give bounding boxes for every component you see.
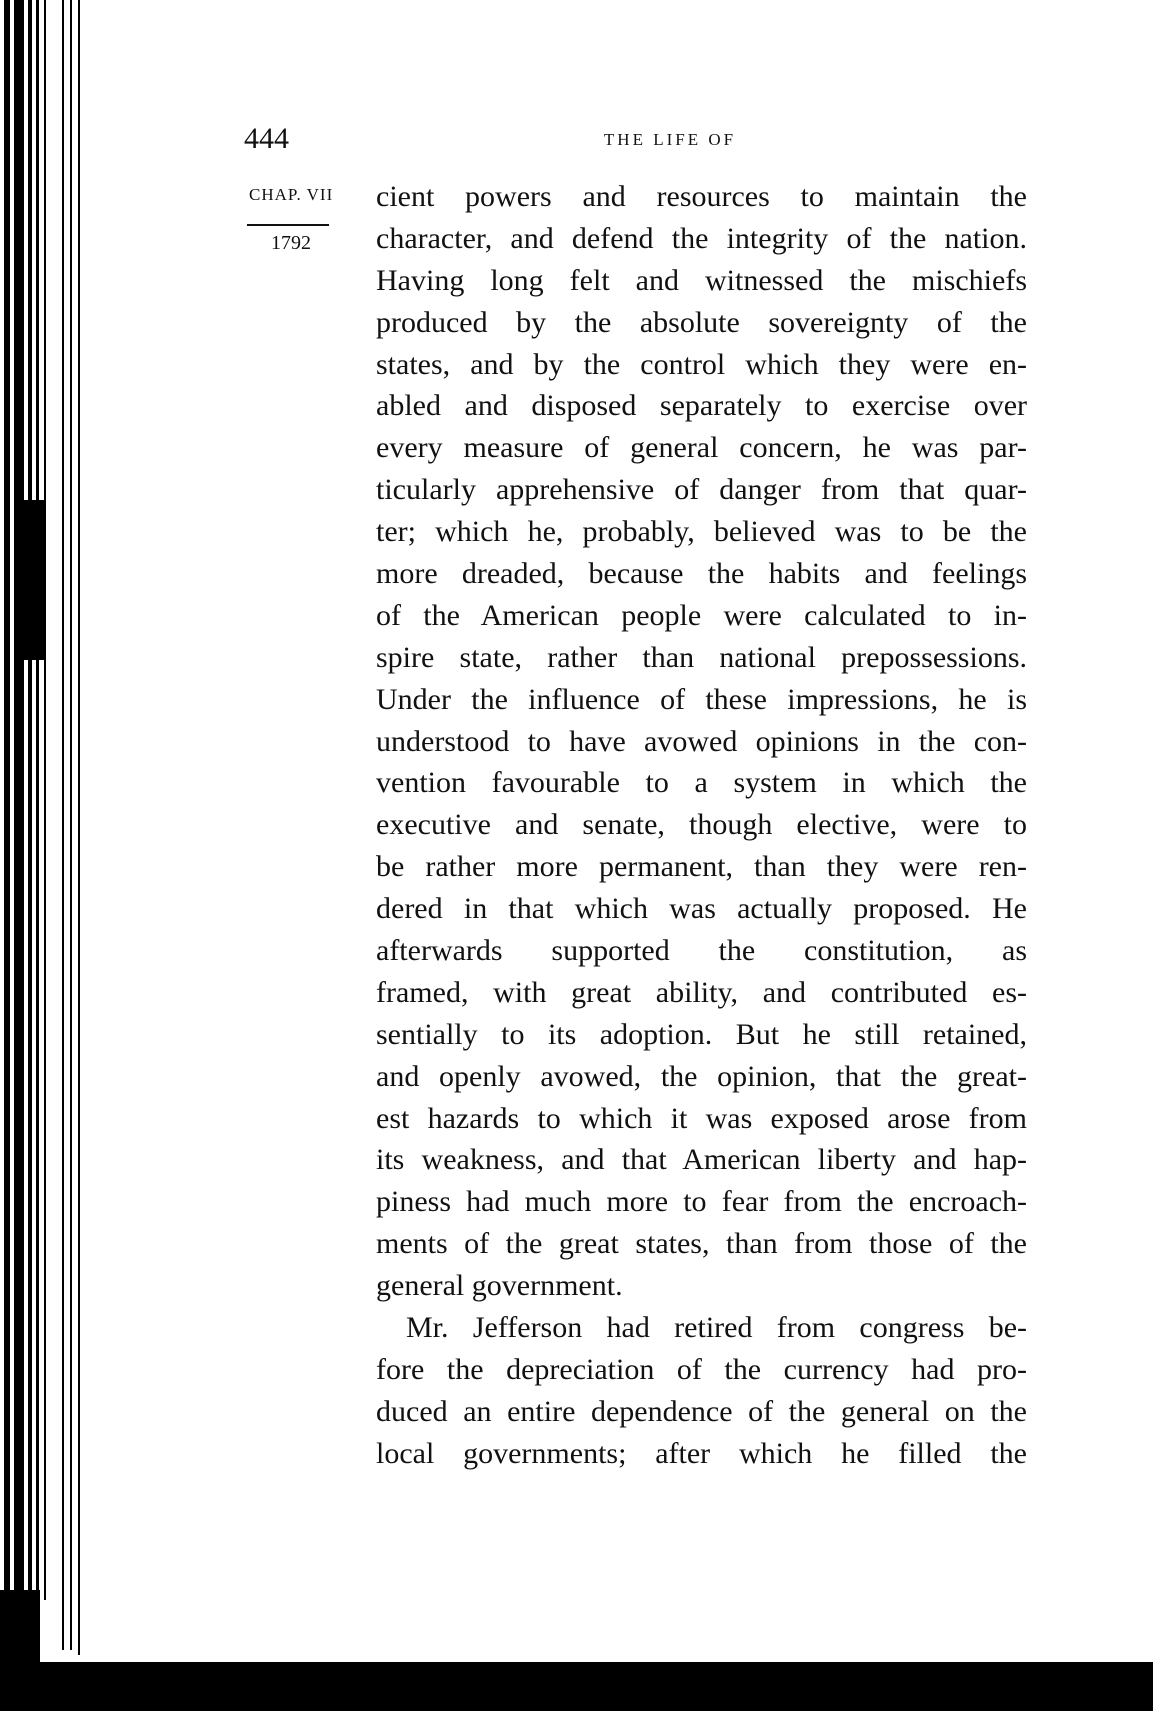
text-line: ticularly apprehensive of danger from that quar- — [376, 473, 1027, 507]
text-line: executive and senate, though elective, were to — [376, 808, 1027, 842]
text-line: local governments; after which he filled the — [376, 1436, 1027, 1470]
text-line: of the American people were calculated to in- — [376, 598, 1027, 632]
text-line: sentially to its adoption. But he still retained, — [376, 1017, 1027, 1051]
text-line: and openly avowed, the opinion, that the great- — [376, 1059, 1027, 1093]
text-line: Under the influence of these impressions, he is — [376, 682, 1027, 716]
text-line: more dreaded, because the habits and feelings — [376, 557, 1027, 591]
text-line: spire state, rather than national prepossessions. — [376, 640, 1027, 674]
text-line: states, and by the control which they were en- — [376, 347, 1027, 381]
text-line: Mr. Jefferson had retired from congress be- — [406, 1311, 1027, 1345]
text-line: ments of the great states, than from those of the — [376, 1227, 1027, 1261]
text-line: understood to have avowed opinions in the con- — [376, 724, 1027, 758]
chapter-sidenote: CHAP. VII — [249, 185, 334, 204]
text-line: abled and disposed separately to exercise over — [376, 389, 1027, 423]
text-line: general government. — [376, 1269, 623, 1303]
sidenote-rule — [247, 224, 329, 226]
text-line: dered in that which was actually proposed. He — [376, 892, 1027, 926]
page-number: 444 — [244, 122, 289, 155]
text-line: be rather more permanent, than they were ren- — [376, 850, 1027, 884]
text-line: fore the depreciation of the currency had pro- — [376, 1352, 1027, 1386]
running-head: THE LIFE OF — [603, 130, 737, 149]
scan-bottom-edge — [0, 1662, 1153, 1711]
text-line: produced by the absolute sovereignty of the — [376, 305, 1027, 339]
text-line: est hazards to which it was exposed arose from — [376, 1101, 1027, 1135]
text-line: framed, with great ability, and contributed es- — [376, 975, 1027, 1009]
text-line: Having long felt and witnessed the mischiefs — [376, 263, 1027, 297]
text-line: its weakness, and that American liberty and hap- — [376, 1143, 1027, 1177]
book-binding-edge — [0, 0, 92, 1711]
text-line: vention favourable to a system in which the — [376, 766, 1027, 800]
body-text — [376, 176, 1027, 1475]
text-line: duced an entire dependence of the general on the — [376, 1394, 1027, 1428]
text-line: piness had much more to fear from the encroach- — [376, 1185, 1027, 1219]
text-line: cient powers and resources to maintain the — [376, 180, 1027, 213]
text-line: ter; which he, probably, believed was to be the — [376, 515, 1027, 549]
year-sidenote: 1792 — [271, 232, 311, 254]
text-line: afterwards supported the constitution, as — [376, 934, 1027, 968]
text-line: every measure of general concern, he was par- — [376, 431, 1027, 465]
text-line: character, and defend the integrity of the nation. — [376, 221, 1027, 255]
